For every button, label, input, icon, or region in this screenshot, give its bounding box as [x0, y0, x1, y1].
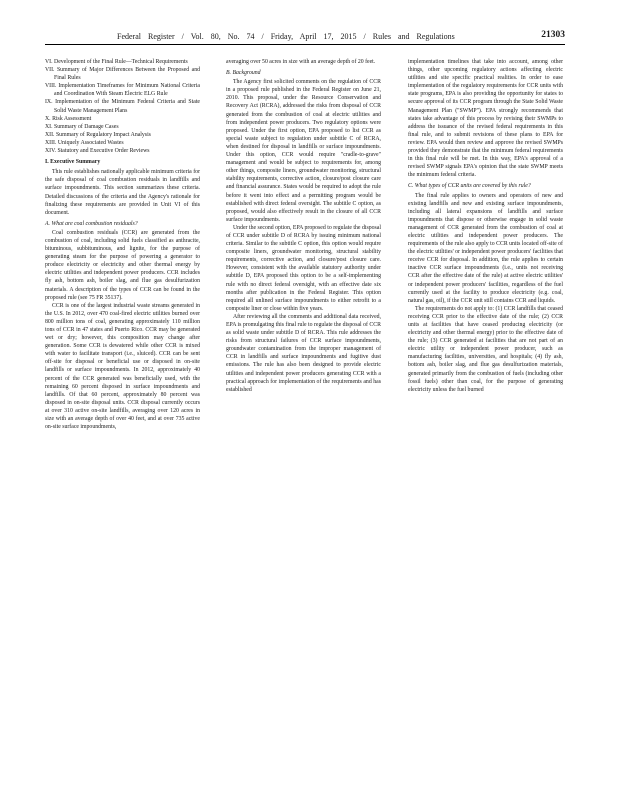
header-rule — [45, 44, 565, 45]
toc-item: XI. Summary of Damage Cases — [45, 123, 119, 130]
subsection-heading: A. What are coal combustion residuals? — [45, 220, 138, 227]
paragraph: This rule establishes nationally applicable minimum criteria for the safe disposal of coal combustion residuals in landfills and surface impoundments. This section summarizes these criteria. Detailed discussions of the criteria and the Agency's rationale for finalizing these requirements are provided in Unit VI of this document. — [45, 169, 200, 216]
table-of-contents — [45, 58, 200, 155]
toc-item: XIII. Uniquely Associated Wastes — [45, 139, 124, 146]
paragraph: The Agency first solicited comments on the regulation of CCR in a proposed rule published in the Federal Register on June 21, 2010. This proposal, under the Resource Conservation and Recovery Act (RCRA), addressed the risks from disposal of CCR generated from the combustion of coal at electric utilities and from independent power producers. Two regulatory options were proposed. Under the first option, EPA proposed to list CCR as special waste subject to regulation under subtitle C of RCRA, when destined for disposal in landfills or surface impoundments. Under this option, CCR would require "cradle-to-grave" management and would be subject to requirements for, among other things, composite liners, groundwater monitoring, structural stability requirements, corrective action, closure/post closure care and financial assurance. States would be required to adopt the rule before it went into effect and a permitting program would be established with direct federal oversight. The subtitle C option, as proposed, would also effectively result in the closure of all CCR surface impoundments. — [226, 79, 381, 223]
paragraph: Under the second option, EPA proposed to regulate the disposal of CCR under subtitle D of RCRA by issuing minimum national criteria. Similar to the subtitle C option, this option would require composite liners, groundwater monitoring, structural stability requirements, corrective action, and closure/post closure care. However, consistent with the available statutory authority under subtitle D, EPA proposed this option to be a self-implementing rule with no direct federal oversight, with an effective date six months after publication in the Federal Register. This option required all unlined surface impoundments to either retrofit to a composite liner or close within five years. — [226, 224, 381, 312]
subsection-heading: B. Background — [226, 70, 261, 77]
paragraph: CCR is one of the largest industrial waste streams generated in the U.S. In 2012, over 470 coal-fired electric utilities burned over 800 million tons of coal, generating approximately 110 million tons of CCR in 47 states and Puerto Rico. CCR may be generated wet or dry; however, this composition may change after generation. Some CCR is dewatered while other CCR is mixed with water to facilitate transport (i.e., sluiced). CCR can be sent off-site for disposal or beneficial use or disposed in on-site landfills or surface impoundments. In 2012, approximately 40 percent of the CCR generated was beneficially used, with the remaining 60 percent disposed in surface impoundments and landfills. Of that 60 percent, approximately 80 percent was disposed in on-site disposal units. CCR disposal currently occurs at over 310 active on-site landfills, averaging over 120 acres in size with an average depth of over 40 feet, and at over 735 active on-site surface impoundments, — [45, 302, 200, 431]
header-line: Federal Register / Vol. 80, No. 74 / Friday, April 17, 2015 / Rules and Regulations — [117, 32, 455, 41]
toc-item: VI. Development of the Final Rule—Technical Requirements — [45, 59, 188, 65]
column-2 — [226, 58, 381, 394]
page-number: 21303 — [541, 30, 565, 40]
subsection-heading: C. What types of CCR units are covered by this rule? — [408, 183, 531, 190]
toc-item: VII. Summary of Major Differences Between the Proposed and Final Rules — [45, 67, 200, 82]
paragraph: The requirements do not apply to: (1) CCR landfills that ceased receiving CCR prior to the effective date of the rule; (2) CCR units at facilities that have ceased producing electricity (or electricity and other thermal energy) prior to the effective date of the rule; (3) CCR generated at facilities that are not part of an electric utility or independent power producer, such as manufacturing facilities, universities, and hospitals; (4) fly ash, bottom ash, boiler slag, and flue gas desulfurization materials, generated primarily from the combustion of fuels (including other fossil fuels) other than coal, for the purpose of generating electricity unless the fuel burned — [408, 305, 563, 393]
toc-item: XIV. Statutory and Executive Order Reviews — [45, 148, 150, 155]
section-heading: I. Executive Summary — [45, 159, 101, 166]
paragraph: After reviewing all the comments and additional data received, EPA is promulgating this final rule to regulate the disposal of CCR as solid waste under subtitle D of RCRA. This rule addresses the risks from structural failures of CCR surface impoundments, groundwater contamination from the improper management of CCR in landfills and surface impoundments and fugitive dust emissions. The rule has also been designed to provide electric utilities and independent power producers generating CCR with a practical approach for implementation of the requirements and has established — [226, 313, 381, 393]
toc-item: XII. Summary of Regulatory Impact Analysis — [45, 131, 151, 138]
paragraph: The final rule applies to owners and operators of new and existing landfills and new and existing surface impoundments, including all lateral expansions of landfills and surface impoundments that dispose or otherwise engage in solid waste management of CCR generated from the combustion of coal at electric utilities and independent power producers. The requirements of the rule also apply to CCR units located off-site of the electric utilities' or independent power producers' facilities that receive CCR for disposal. In addition, the rule applies to certain inactive CCR surface impoundments (i.e., units not receiving CCR after the effective date of the rule) at active electric utilities' or independent power producers' facilities, regardless of the fuel currently used at the facility to produce electricity (e.g. coal, natural gas, oil), if the CCR unit still contains CCR and liquids. — [408, 192, 563, 304]
column-1 — [45, 58, 200, 431]
paragraph: averaging over 50 acres in size with an average depth of 20 feet. — [226, 59, 376, 65]
page-header — [45, 30, 565, 44]
toc-item: VIII. Implementation Timeframes for Minimum National Criteria and Coordination With Steam Electric ELG Rule — [45, 83, 200, 98]
paragraph: Coal combustion residuals (CCR) are generated from the combustion of coal, including solid fuels classified as anthracite, bituminous, subbituminous, and lignite, for the purpose of generating steam for the purpose of powering a generator to produce electricity or electricity and other thermal energy by electric utilities and independent power producers. CCR includes fly ash, bottom ash, boiler slag, and flue gas desulfurization materials. A description of the types of CCR can be found in the proposed rule (see 75 FR 35137). — [45, 229, 200, 301]
column-3 — [408, 58, 563, 394]
toc-item: IX. Implementation of the Minimum Federal Criteria and State Solid Waste Management Plans — [45, 99, 200, 114]
toc-item: X. Risk Assessment — [45, 115, 92, 122]
paragraph: implementation timelines that take into account, among other things, other upcoming regulatory actions affecting electric utilities and site specific practical realities. In order to ease implementation of the regulatory requirements for CCR units with state programs, EPA is also providing the opportunity for states to secure approval of its CCR program through the State Solid Waste Management Plan ("SWMP"). EPA strongly recommends that states take advantage of this process by revising their SWMPs to address the issuance of the revised federal requirements in this final rule, and to submit revisions of these plans to EPA for review. EPA would then review and approve the revised SWMPs provided they demonstrate that the minimum federal requirements in this final rule will be met. In this way, EPA's approval of a revised SWMP signals EPA's opinion that the state SWMP meets the minimum federal criteria. — [408, 59, 563, 179]
